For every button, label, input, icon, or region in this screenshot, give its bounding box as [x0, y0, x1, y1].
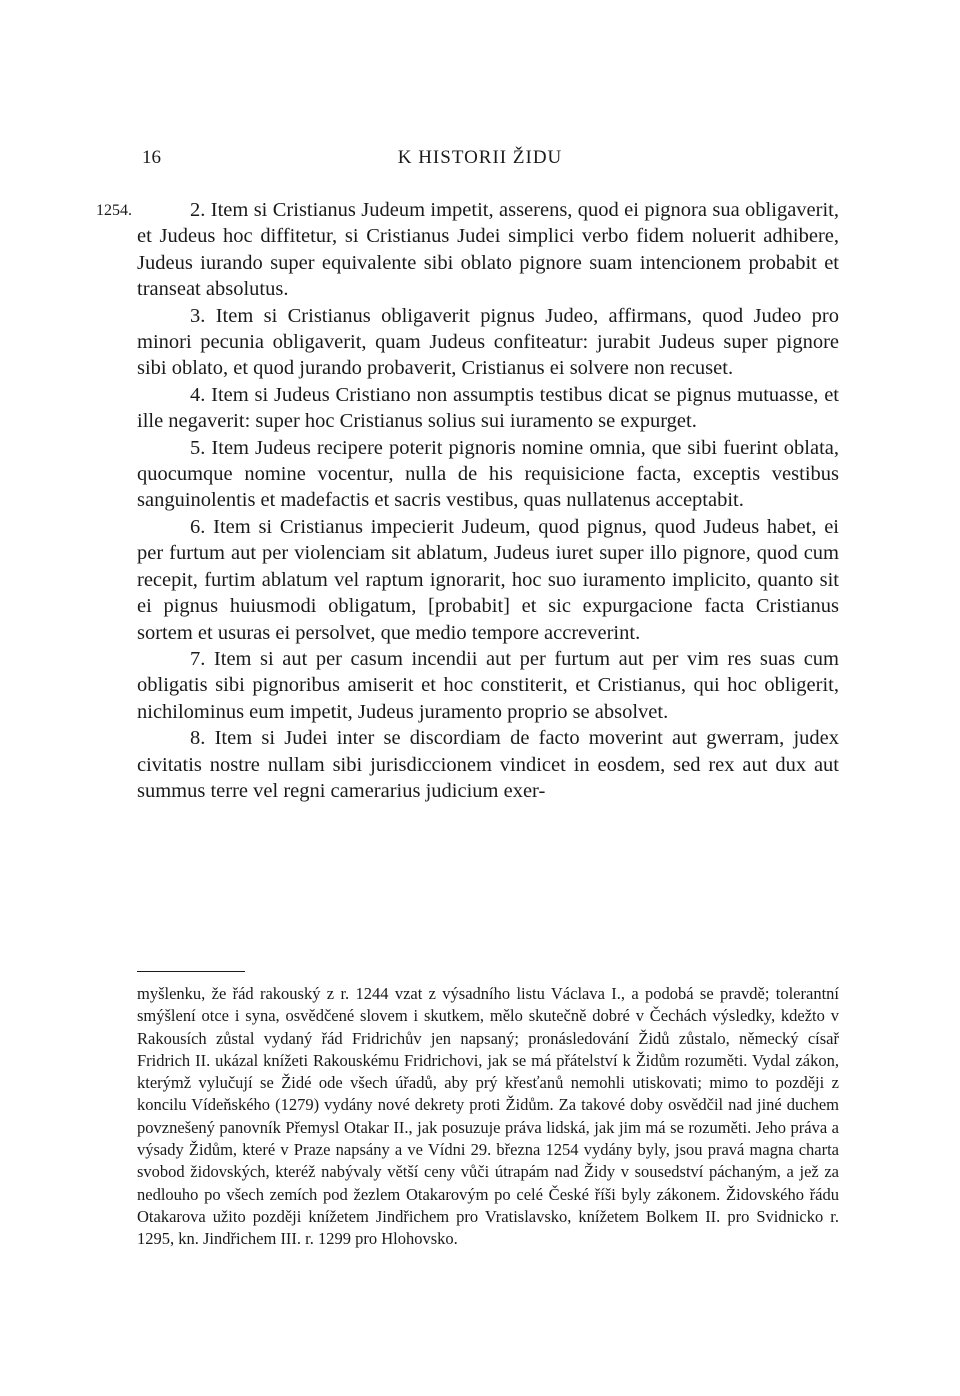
main-text: [137, 197, 839, 804]
paragraph-item-2: 2. Item si Cristianus Judeum impetit, asserens, quod ei pignora sua obligaverit, et Judeus hoc diffitetur, si Cristianus Judei simplici verbo fidem noluerit adhibere, Judeus iurando super equivalente sibi oblato pignore suam intencionem probabit et transeat absolutus.: [137, 199, 839, 301]
footnote-divider: [137, 971, 245, 972]
paragraph-item-8: 8. Item si Judei inter se discordiam de facto moverint aut gwerram, judex civitatis nostre nullam sibi jurisdiccionem vindicet in eosdem, sed rex aut dux aut summus terre vel regni camerarius judicium exer-: [137, 727, 839, 802]
footnote-text: myšlenku, že řád rakouský z r. 1244 vzat z výsadního listu Václava I., a podobá se pravdě; tolerantní smýšlení otce i syna, osvědčené slovem i skutkem, mělo skutečně dobré v Čechách výsledky, kdežto v Rakousích zůstal vydaný řád Fridrichův jen napsaný; pronásledování Židů zůstalo, německý císař Fridrich II. ukázal knížeti Rakouskému Fridrichovi, jak se má přátelství k Židům rozuměti. Vydal zákon, kterýmž vylučují se Židé ode všech úřadů, aby prý křesťanů nemohli utiskovati; mimo to později z koncilu Vídeňského (1279) vydány nové dekrety proti Židům. Za takové doby osvědčil nad jiné duchem povznešený panovník Přemysl Otakar II., jak posuzuje práva lidská, jak jim má se rozuměti. Jeho práva a výsady Židům, které v Praze napsány a ve Vídni 29. března 1254 vydány byly, jsou pravá magna charta svobod židovských, kteréž nabývaly větší ceny vůči útrapám nad Židy v sousedství páchaným, a jež za nedlouho po všech zemích pod žezlem Otakarovým po celé České říši byly zákonem. Židovského řádu Otakarova užito později knížetem Jindřichem pro Vratislavsko, knížetem Bolkem II. pro Svidnicko r. 1295, kn. Jindřichem III. r. 1299 pro Hlohovsko.: [137, 984, 839, 1249]
page-number: 16: [142, 147, 161, 168]
running-title: K HISTORII ŽIDU: [397, 147, 563, 168]
paragraph-item-4: 4. Item si Judeus Cristiano non assumptis testibus dicat se pignus mutuasse, et ille negaverit: super hoc Cristianus solius sui iuramento se expurget.: [137, 383, 839, 433]
paragraph-item-5: 5. Item Judeus recipere poterit pignoris nomine omnia, que sibi fuerint oblata, quocumque nomine vocentur, nulla de his requisicione facta, exceptis vestibus sanguinolentis et madefactis et sacris vestibus, quas nullatenus acceptabit.: [137, 436, 839, 512]
paragraph-item-3: 3. Item si Cristianus obligaverit pignus Judeo, affirmans, quod Judeo pro minori pecunia obligaverit, quam Judeus confiteatur: jurabit Judeus super pignore sibi oblato, et quod jurando probaverit, Cristianus ei solvere non recuset.: [137, 304, 839, 380]
margin-year-note: 1254.: [96, 202, 132, 219]
paragraph-item-7: 7. Item si aut per casum incendii aut per furtum aut per vim res suas cum obligatis sibi pignoribus amiserit et hoc constiterit, et Cristianus, qui hoc obligerit, nichilominus eum impetit, Judeus juramento proprio se absolvet.: [137, 647, 839, 723]
footnote: [137, 983, 839, 1251]
paragraph-item-6: 6. Item si Cristianus impecierit Judeum, quod pignus, quod Judeus habet, ei per furtum aut per violenciam sit ablatum, Judeus iuret super illo pignore, quod cum recepit, furtim ablatum vel raptum ignorarit, hoc suo iuramento implicito, quanto sit ei pignus huiusmodi obligatum, [probabit] et sic expurgacione facta Cristianus sortem et usuras ei persolvet, que medio tempore accreverint.: [137, 515, 839, 644]
